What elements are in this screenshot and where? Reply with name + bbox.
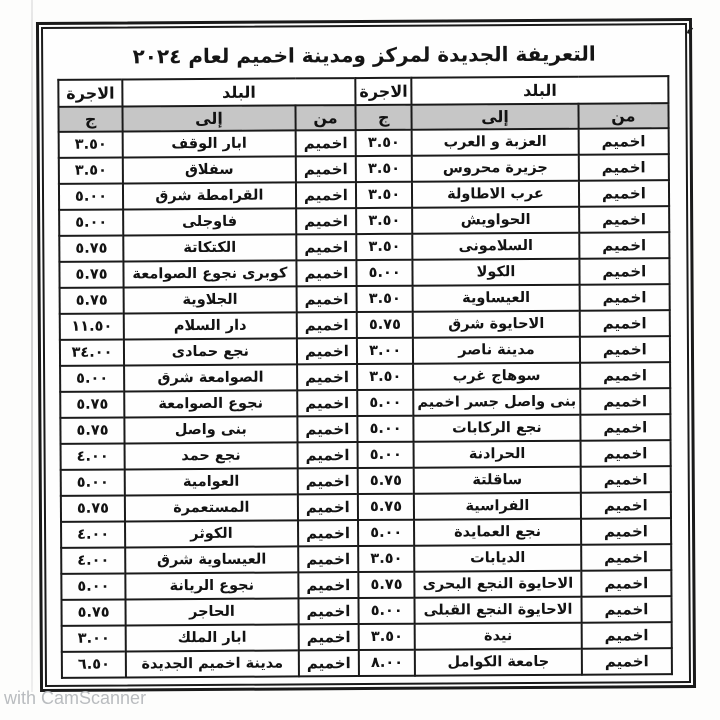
fare-cell: ٣.٥٠ xyxy=(356,182,412,208)
destination-cell: نيدة xyxy=(415,623,582,650)
from-cell: اخميم xyxy=(579,232,669,259)
from-cell: اخميم xyxy=(580,466,670,493)
destination-cell: المستعمرة xyxy=(125,494,298,521)
from-cell: اخميم xyxy=(580,336,670,363)
destination-cell: سوهاج غرب xyxy=(413,363,580,390)
fare-cell: ٣.٥٠ xyxy=(356,156,412,182)
header-country-left: البلد xyxy=(122,78,355,106)
destination-cell: كوبرى نجوع الصوامعة xyxy=(124,260,297,287)
destination-cell: الكوثر xyxy=(125,520,298,547)
header-to-right: إلى xyxy=(412,104,579,130)
from-cell: اخميم xyxy=(581,492,671,519)
table-row xyxy=(60,336,670,366)
from-cell: اخميم xyxy=(581,596,671,623)
fare-cell: ٥.٠٠ xyxy=(61,573,125,599)
from-cell: اخميم xyxy=(580,388,670,415)
fare-cell: ٣.٥٠ xyxy=(357,364,413,390)
header-from-left: من xyxy=(295,105,356,130)
destination-cell: سفلاق xyxy=(123,156,296,183)
fare-cell: ٣.٥٠ xyxy=(359,624,415,650)
fare-cell: ٥.٧٥ xyxy=(61,495,125,521)
fare-cell: ٣٤.٠٠ xyxy=(60,339,124,365)
fare-cell: ٤.٠٠ xyxy=(61,521,125,547)
destination-cell: نجع حمادى xyxy=(124,338,297,365)
fare-cell: ٥.٧٥ xyxy=(60,417,124,443)
from-cell: اخميم xyxy=(299,650,360,676)
fare-cell: ٥.٠٠ xyxy=(357,416,413,442)
from-cell: اخميم xyxy=(579,154,669,181)
header-fare-right: الاجرة xyxy=(355,78,411,105)
destination-cell: بنى واصل جسر اخميم xyxy=(413,389,580,416)
destination-cell: فاوجلى xyxy=(123,208,296,235)
table-row xyxy=(59,128,669,158)
destination-cell: العوامية xyxy=(125,468,298,495)
fare-cell: ٤.٠٠ xyxy=(61,547,125,573)
destination-cell: بنى واصل xyxy=(124,416,297,443)
destination-cell: الحواويش xyxy=(412,207,579,234)
table-row xyxy=(61,518,671,548)
fare-cell: ٥.٧٥ xyxy=(358,494,414,520)
camscanner-watermark: with CamScanner xyxy=(4,688,147,708)
from-cell: اخميم xyxy=(297,338,358,364)
fare-cell: ٣.٠٠ xyxy=(357,338,413,364)
destination-cell: الكولا xyxy=(413,259,580,286)
header-fare-unit-left: ج xyxy=(58,106,122,131)
table-row xyxy=(60,388,670,418)
table-row xyxy=(61,596,671,626)
header-row-from-to xyxy=(58,103,668,132)
from-cell: اخميم xyxy=(296,234,357,260)
header-to-left: إلى xyxy=(123,105,296,131)
fare-cell: ٥.٧٥ xyxy=(60,287,124,313)
table-row xyxy=(59,206,669,236)
from-cell: اخميم xyxy=(581,622,671,649)
fare-cell: ٥.٠٠ xyxy=(358,442,414,468)
destination-cell: مدينة اخميم الجديدة xyxy=(126,650,299,677)
from-cell: اخميم xyxy=(298,598,359,624)
from-cell: اخميم xyxy=(296,208,357,234)
table-row xyxy=(61,492,671,522)
page-edge-shadow xyxy=(31,0,33,692)
fare-cell: ٥.٠٠ xyxy=(357,260,413,286)
table-body xyxy=(59,128,672,678)
stray-pen-mark: ، xyxy=(683,14,699,40)
fare-cell: ٨.٠٠ xyxy=(359,650,415,676)
page-title: التعريفة الجديدة لمركز ومدينة اخميم لعام ٢٠٢٤ xyxy=(132,41,596,69)
tariff-table xyxy=(57,75,673,679)
destination-cell: عرب الاطاولة xyxy=(412,181,579,208)
destination-cell: الاحايوة النجع القبلى xyxy=(415,597,582,624)
destination-cell: ابار الملك xyxy=(126,624,299,651)
table-row xyxy=(62,622,672,652)
fare-cell: ٥.٧٥ xyxy=(61,599,125,625)
destination-cell: الحرادنة xyxy=(414,441,581,468)
fare-cell: ٥.٠٠ xyxy=(59,209,123,235)
from-cell: اخميم xyxy=(295,130,356,156)
table-row xyxy=(60,284,670,314)
destination-cell: نجع الركابات xyxy=(414,415,581,442)
destination-cell: الصوامعة شرق xyxy=(124,364,297,391)
fare-cell: ٥.٠٠ xyxy=(59,183,123,209)
fare-cell: ٣.٥٠ xyxy=(59,157,123,183)
fare-cell: ٥.٠٠ xyxy=(60,365,124,391)
fare-cell: ٥.٧٥ xyxy=(358,572,414,598)
from-cell: اخميم xyxy=(298,494,359,520)
fare-cell: ٥.٧٥ xyxy=(357,312,413,338)
from-cell: اخميم xyxy=(296,312,357,338)
table-row xyxy=(60,310,670,340)
destination-cell: الديابات xyxy=(414,545,581,572)
destination-cell: ساقلتة xyxy=(414,467,581,494)
from-cell: اخميم xyxy=(580,414,670,441)
destination-cell: ابار الوقف xyxy=(123,130,296,157)
fare-cell: ٣.٥٠ xyxy=(358,546,414,572)
from-cell: اخميم xyxy=(298,572,359,598)
fare-cell: ٥.٠٠ xyxy=(357,390,413,416)
fare-cell: ١١.٥٠ xyxy=(60,313,124,339)
destination-cell: السلامونى xyxy=(412,233,579,260)
fare-cell: ٥.٠٠ xyxy=(358,520,414,546)
from-cell: اخميم xyxy=(581,544,671,571)
table-row xyxy=(62,648,672,678)
from-cell: اخميم xyxy=(581,518,671,545)
from-cell: اخميم xyxy=(297,390,358,416)
fare-cell: ٥.٠٠ xyxy=(61,469,125,495)
fare-cell: ٥.٧٥ xyxy=(59,235,123,261)
fare-cell: ٣.٥٠ xyxy=(59,131,123,157)
table-row xyxy=(59,232,669,262)
table-row xyxy=(61,440,671,470)
from-cell: اخميم xyxy=(297,442,358,468)
from-cell: اخميم xyxy=(579,258,669,285)
from-cell: اخميم xyxy=(297,364,358,390)
header-fare-unit-right: ج xyxy=(356,105,412,130)
fare-cell: ٤.٠٠ xyxy=(61,443,125,469)
destination-cell: نجوع الريانة xyxy=(125,572,298,599)
destination-cell: نجع العمايدة xyxy=(414,519,581,546)
from-cell: اخميم xyxy=(298,546,359,572)
from-cell: اخميم xyxy=(297,468,358,494)
destination-cell: القرامطة شرق xyxy=(123,182,296,209)
from-cell: اخميم xyxy=(581,570,671,597)
destination-cell: جزيرة محروس xyxy=(412,155,579,182)
destination-cell: الحاجر xyxy=(126,598,299,625)
from-cell: اخميم xyxy=(580,362,670,389)
from-cell: اخميم xyxy=(579,310,669,337)
document-frame xyxy=(36,14,699,692)
from-cell: اخميم xyxy=(582,648,672,675)
destination-cell: الاحايوة شرق xyxy=(413,311,580,338)
table-row xyxy=(61,544,671,574)
header-row-country-fare xyxy=(58,76,668,107)
table-row xyxy=(61,466,671,496)
table-row xyxy=(60,362,670,392)
destination-cell: الكتكاتة xyxy=(123,234,296,261)
destination-cell: الاحايوة النجع البحرى xyxy=(415,571,582,598)
fare-cell: ٣.٥٠ xyxy=(356,130,412,156)
fare-cell: ٥.٧٥ xyxy=(59,261,123,287)
destination-cell: الفراسية xyxy=(414,493,581,520)
destination-cell: العيساوية xyxy=(413,285,580,312)
from-cell: اخميم xyxy=(580,440,670,467)
header-fare-left: الاجرة xyxy=(58,79,122,106)
from-cell: اخميم xyxy=(579,206,669,233)
fare-cell: ٣.٠٠ xyxy=(62,625,126,651)
fare-cell: ٦.٥٠ xyxy=(62,651,126,677)
destination-cell: دار السلام xyxy=(124,312,297,339)
from-cell: اخميم xyxy=(579,284,669,311)
destination-cell: الجلاوية xyxy=(124,286,297,313)
from-cell: اخميم xyxy=(298,520,359,546)
destination-cell: العيساوية شرق xyxy=(125,546,298,573)
fare-cell: ٥.٧٥ xyxy=(60,391,124,417)
header-from-right: من xyxy=(578,103,668,129)
from-cell: اخميم xyxy=(578,128,668,155)
fare-cell: ٥.٧٥ xyxy=(358,468,414,494)
table-row xyxy=(59,154,669,184)
from-cell: اخميم xyxy=(296,260,357,286)
fare-cell: ٣.٥٠ xyxy=(356,208,412,234)
from-cell: اخميم xyxy=(296,286,357,312)
table-row xyxy=(59,180,669,210)
destination-cell: مدينة ناصر xyxy=(413,337,580,364)
from-cell: اخميم xyxy=(298,624,359,650)
fare-cell: ٣.٥٠ xyxy=(357,286,413,312)
destination-cell: جامعة الكوامل xyxy=(415,649,582,676)
destination-cell: نجوع الصوامعة xyxy=(124,390,297,417)
from-cell: اخميم xyxy=(579,180,669,207)
header-country-right: البلد xyxy=(412,76,669,105)
table-row xyxy=(59,258,669,288)
table-row xyxy=(61,570,671,600)
fare-cell: ٣.٥٠ xyxy=(356,234,412,260)
from-cell: اخميم xyxy=(297,416,358,442)
from-cell: اخميم xyxy=(296,182,357,208)
table-row xyxy=(60,414,670,444)
fare-cell: ٥.٠٠ xyxy=(359,598,415,624)
from-cell: اخميم xyxy=(296,156,357,182)
destination-cell: نجع حمد xyxy=(125,442,298,469)
destination-cell: العزبة و العرب xyxy=(412,129,579,156)
